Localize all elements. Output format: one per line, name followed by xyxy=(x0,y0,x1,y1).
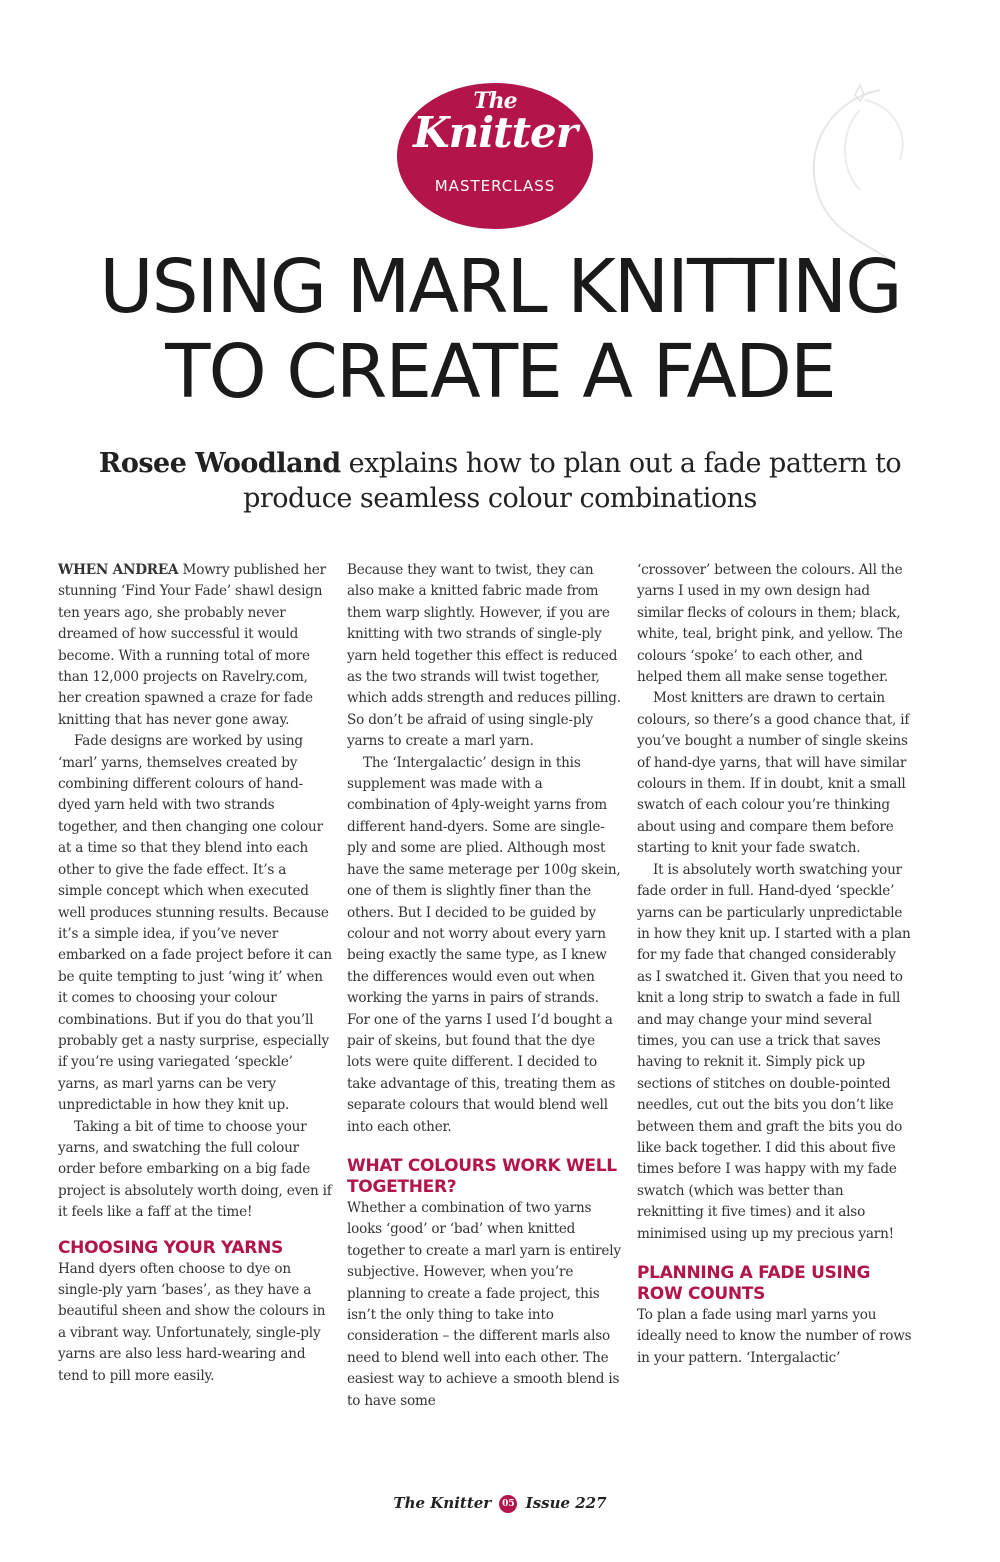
section-heading: PLANNING A FADE USING ROW COUNTS xyxy=(637,1263,871,1304)
paragraph: It is absolutely worth swatching your fade order in full. Hand-dyed ‘speckle’ yarns can be particularly unpredictable in how they knit up. I started with a plan for my fade that changed considerably as I swatched it. Given that you need to knit a long strip to swatch a fade in full and may change your mind several times, you can use a trick that saves having to reknit it. Simply pick up sections of stitches on double-pointed needles, cut out the bits you don’t like between them and graft the bits you do like back together. I did this about five times before I was happy with my fade swatch (which was better than reknitting it five times) and it also minimised using up my precious yarn! xyxy=(637,861,911,1242)
paragraph-text: Mowry published her stunning ‘Find Your Fade’ shawl design ten years ago, she probably never dreamed of how successful it would become. With a running total of more than 12,000 projects on Ravelry.com, her creation spawned a craze for fade knitting that has never gone away. xyxy=(58,562,326,728)
lead-caps: WHEN ANDREA xyxy=(58,562,179,578)
column-2 xyxy=(347,560,622,1412)
paragraph: Fade designs are worked by using ‘marl’ yarns, themselves created by combining different colours of hand-dyed yarn held with two strands together, and then changing one colour at a time so that they blend into each other to give the fade effect. It’s a simple concept which when executed well produces stunning results. Because it’s a simple idea, if you’ve never embarked on a fade project before it can be quite tempting to just ‘wing it’ when it comes to choosing your colour combinations. But if you do that you’ll probably get a nasty surprise, especially if you’re using variegated ‘speckle’ yarns, as marl yarns can be very unpredictable in how they knit up. xyxy=(58,733,332,1114)
paragraph: Because they want to twist, they can also make a knitted fabric made from them warp slightly. However, if you are knitting with two strands of single-ply yarn held together this effect is reduced as the two strands will twist together, which adds strength and reduces pilling. So don’t be afraid of using single-ply yarns to create a marl yarn. xyxy=(347,562,621,750)
paragraph: Hand dyers often choose to dye on single-ply yarn ‘bases’, as they have a beautiful sheen and show the colours in a vibrant way. Unfortunately, single-ply yarns are also less hard-wearing and tend to pill more easily. xyxy=(58,1260,326,1384)
title-line: USING MARL KNITTING xyxy=(99,244,901,330)
footer-issue: Issue 227 xyxy=(525,1494,607,1512)
author-name: Rosee Woodland xyxy=(98,448,341,479)
paragraph: The ‘Intergalactic’ design in this supplement was made with a combination of 4ply-weight yarns from different hand-dyers. Some are single-ply and some are plied. Although most have the same meterage per 100g skein, one of them is slightly finer than the others. But I decided to be guided by colour and not worry about every yarn being exactly the same type, as I knew the differences would even out when working the yarns in pairs of strands. For one of the yarns I used I’d bought a pair of skeins, but found that the dye lots were quite different. I decided to take advantage of this, treating them as separate colours that would blend well into each other. xyxy=(347,754,621,1135)
column-3 xyxy=(637,560,912,1369)
paragraph: Whether a combination of two yarns looks ‘good’ or ‘bad’ when knitted together to create a marl yarn is entirely subjective. However, when you’re planning to create a fade project, this isn’t the only thing to take into consideration – the different marls also need to blend well into each other. The easiest way to achieve a smooth blend is to have some xyxy=(347,1199,621,1409)
standfirst-text: explains how to plan out a fade pattern to produce seamless colour combinations xyxy=(243,448,902,514)
decorative-sketch xyxy=(760,70,930,270)
paragraph: To plan a fade using marl yarns you ideally need to know the number of rows in your pattern. ‘Intergalactic’ xyxy=(637,1307,912,1366)
standfirst xyxy=(50,446,950,516)
section-heading: CHOOSING YOUR YARNS xyxy=(58,1237,283,1258)
paragraph xyxy=(58,560,333,731)
column-1 xyxy=(58,560,333,1387)
section-heading: WHAT COLOURS WORK WELL TOGETHER? xyxy=(347,1155,617,1197)
footer-magazine: The Knitter xyxy=(393,1494,492,1512)
page-footer xyxy=(0,1494,1000,1513)
logo-name: Knitter xyxy=(413,108,577,157)
logo-the: The xyxy=(473,88,517,114)
brand-logo xyxy=(397,83,593,229)
page-number: 05 xyxy=(499,1495,517,1513)
paragraph: ‘crossover’ between the colours. All the yarns I used in my own design had similar flecks of colours in them; black, white, teal, bright pink, and yellow. The colours ‘spoke’ to each other, and helped them all make sense together. xyxy=(637,562,903,686)
paragraph: Taking a bit of time to choose your yarns, and swatching the full colour order before embarking on a big fade project is absolutely worth doing, even if it feels like a faff at the time! xyxy=(58,1118,332,1221)
logo-subtitle: MASTERCLASS xyxy=(434,177,556,195)
article-title xyxy=(0,245,1000,415)
paragraph: Most knitters are drawn to certain colours, so there’s a good chance that, if you’ve bought a number of single skeins of hand-dye yarns, that will have similar colours in them. If in doubt, knit a small swatch of each colour you’re thinking about using and compare them before starting to knit your fade swatch. xyxy=(637,690,910,857)
title-line: TO CREATE A FADE xyxy=(165,329,835,415)
